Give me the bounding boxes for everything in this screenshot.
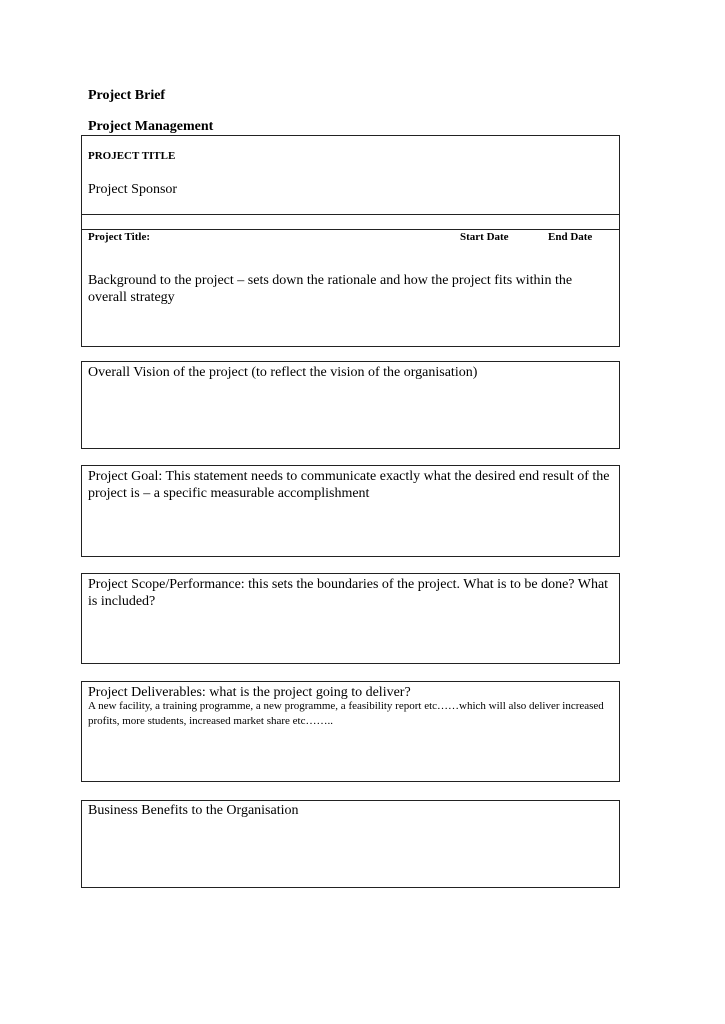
header-divider-bottom xyxy=(82,229,619,230)
vision-prompt: Overall Vision of the project (to reflect the vision of the organisation) xyxy=(88,365,478,380)
background-prompt: Background to the project – sets down the rationale and how the project fits within the overall strategy xyxy=(88,273,573,305)
scope-prompt: Project Scope/Performance: this sets the boundaries of the project. What is to be done? What is included? xyxy=(88,577,609,609)
goal-box xyxy=(81,465,620,557)
deliverables-prompt: Project Deliverables: what is the project going to deliver? xyxy=(88,685,411,700)
project-header-box xyxy=(81,135,620,347)
benefits-box xyxy=(81,800,620,888)
project-title-label: PROJECT TITLE xyxy=(88,150,176,162)
end-date-label: End Date xyxy=(548,231,593,243)
document-subtitle: Project Management xyxy=(88,119,214,134)
start-date-label: Start Date xyxy=(460,231,509,243)
vision-box xyxy=(81,361,620,449)
benefits-prompt: Business Benefits to the Organisation xyxy=(88,803,299,818)
deliverables-detail: A new facility, a training programme, a new programme, a feasibility report etc……which will also deliver increased profits, more students, increased market share etc…….. xyxy=(88,700,604,727)
project-title-field-label: Project Title: xyxy=(88,231,151,243)
header-divider-top xyxy=(82,214,619,215)
scope-box xyxy=(81,573,620,664)
project-sponsor-label: Project Sponsor xyxy=(88,182,178,197)
document-title: Project Brief xyxy=(88,88,166,103)
goal-prompt: Project Goal: This statement needs to communicate exactly what the desired end result of the project is – a specific measurable accomplishment xyxy=(88,469,610,501)
deliverables-box xyxy=(81,681,620,782)
